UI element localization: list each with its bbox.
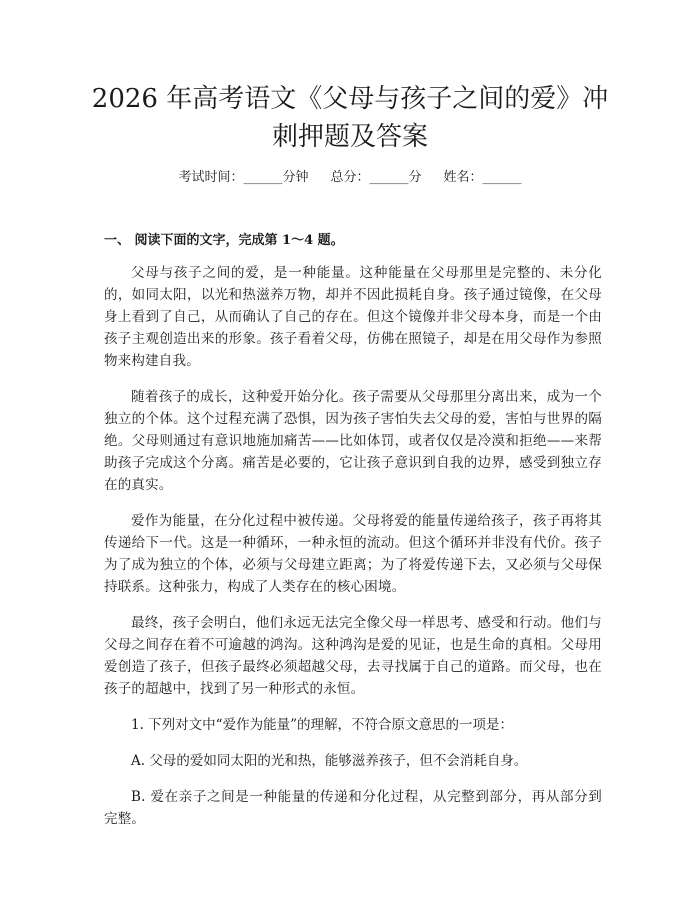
name-label: 姓名： <box>443 170 483 185</box>
passage-paragraph-4: 最终，孩子会明白，他们永远无法完全像父母一样思考、感受和行动。他们与父母之间存在着不可逾越的鸿沟。这种鸿沟是爱的见证，也是生命的真相。父母用爱创造了孩子，但孩子最终必须超越父母，去寻找属于自己的道路。而父母，也在孩子的超越中，找到了另一种形式的永恒。 <box>104 615 602 697</box>
question-1-option-b: B. 爱在亲子之间是一种能量的传递和分化过程，从完整到部分，再从部分到完整。 <box>104 789 602 827</box>
time-label: 考试时间： <box>178 170 244 185</box>
time-blank: ______ <box>243 170 283 185</box>
score-blank: ______ <box>369 170 409 185</box>
score-label: 总分： <box>330 170 370 185</box>
reading-passage <box>104 262 602 844</box>
passage-paragraph-3: 爱作为能量，在分化过程中被传递。父母将爱的能量传递给孩子，孩子再将其传递给下一代。这是一种循环，一种永恒的流动。但这个循环并非没有代价。孩子为了成为独立的个体，必须与父母建立距离；为了将爱传递下去，又必须与父母保持联系。这种张力，构成了人类存在的核心困境。 <box>104 513 602 595</box>
passage-paragraph-2: 随着孩子的成长，这种爱开始分化。孩子需要从父母那里分离出来，成为一个独立的个体。这个过程充满了恐惧，因为孩子害怕失去父母的爱，害怕与世界的隔绝。父母则通过有意识地施加痛苦——比如体罚，或者仅仅是冷漠和拒绝——来帮助孩子完成这个分离。痛苦是必要的，它让孩子意识到自我的边界，感受到独立存在的真实。 <box>104 389 602 493</box>
page-title: 2026 年高考语文《父母与孩子之间的爱》冲刺押题及答案 <box>91 84 609 152</box>
name-blank: ______ <box>482 170 522 185</box>
passage-paragraph-1: 父母与孩子之间的爱，是一种能量。这种能量在父母那里是完整的、未分化的，如同太阳，以光和热滋养万物，却并不因此损耗自身。孩子通过镜像，在父母身上看到了自己，从而确认了自己的存在。但这个镜像并非父母本身，而是一个由孩子主观创造出来的形象。孩子看着父母，仿佛在照镜子，却是在用父母作为参照物来构建自我。 <box>104 265 602 369</box>
question-1-option-a: A. 父母的爱如同太阳的光和热，能够滋养孩子，但不会消耗自身。 <box>131 753 528 769</box>
section-heading: 一、 阅读下面的文字，完成第 1～4 题。 <box>104 233 344 248</box>
exam-meta-line <box>0 168 700 188</box>
question-1-stem: 1. 下列对文中“爱作为能量”的理解，不符合原文意思的一项是： <box>131 717 513 733</box>
time-unit: 分钟 <box>282 170 309 185</box>
score-unit: 分 <box>408 170 422 185</box>
